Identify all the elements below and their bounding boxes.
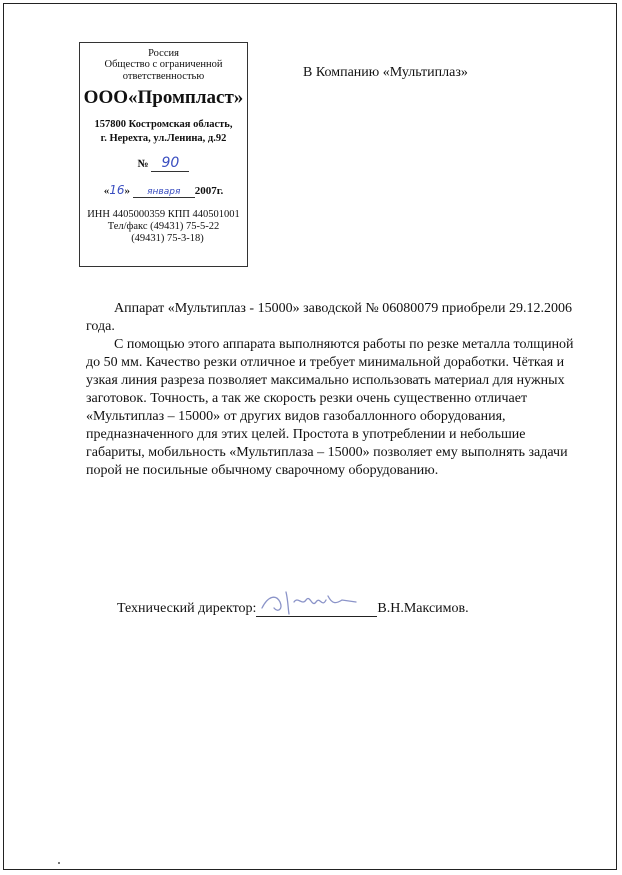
stamp-tel-fax-line2: (49431) 75-3-18) xyxy=(131,233,204,244)
stamp-address-line1: 157800 Костромская область, xyxy=(94,119,233,130)
stamp-country: Россия xyxy=(148,48,179,59)
stamp-number-label: № xyxy=(137,158,149,170)
signature-block xyxy=(117,598,469,617)
letter-body xyxy=(86,300,586,480)
company-letterhead-stamp xyxy=(79,42,248,267)
stamp-date-row xyxy=(80,183,247,198)
handwritten-signature-icon xyxy=(258,578,368,618)
signature-line xyxy=(256,598,377,617)
stamp-address-line2: г. Нерехта, ул.Ленина, д.92 xyxy=(100,133,227,144)
stamp-org-type-line2: ответственностью xyxy=(122,71,205,82)
stamp-company-name: ООО«Промпласт» xyxy=(83,87,244,108)
stamp-org-type-line1: Общество с ограниченной xyxy=(104,59,223,70)
scan-speck xyxy=(58,862,60,864)
stamp-number-row xyxy=(80,155,247,172)
stamp-date-day: 16 xyxy=(109,183,125,197)
paragraph-purchase: Аппарат «Мультиплаз - 15000» заводской № 06080079 приобрели 29.12.2006 года. xyxy=(86,301,573,334)
signatory-name: В.Н.Максимов. xyxy=(377,601,469,616)
stamp-date-open-quote: « xyxy=(103,185,110,197)
signatory-title: Технический директор: xyxy=(117,601,257,616)
stamp-tel-fax-line1: Тел/факс (49431) 75-5-22 xyxy=(107,221,220,232)
stamp-number-value: 90 xyxy=(151,155,189,172)
stamp-date-month: января xyxy=(133,187,195,198)
stamp-inn-kpp: ИНН 4405000359 КПП 440501001 xyxy=(87,209,240,220)
stamp-date-year: 2007г. xyxy=(194,185,224,197)
paragraph-description: С помощью этого аппарата выполняются работы по резке металла толщиной до 50 мм. Качество резки отличное и требует минимальной доработки. Чёткая и узкая линия разреза позволяет максимально использовать материал для нужных заготовок. Точность, а так же скорость резки очень существенно отличает «Мультиплаз – 15000» от других видов газобаллонного оборудования, предназначенного для этих целей. Простота в употреблении и небольшие габариты, мобильность «Мультиплаза – 15000» позволяет ему выполнять задачи порой не посильные обычному сварочному оборудованию. xyxy=(86,337,574,478)
recipient-line: В Компанию «Мультиплаз» xyxy=(303,65,468,80)
stamp-date-close-quote: » xyxy=(124,185,130,197)
